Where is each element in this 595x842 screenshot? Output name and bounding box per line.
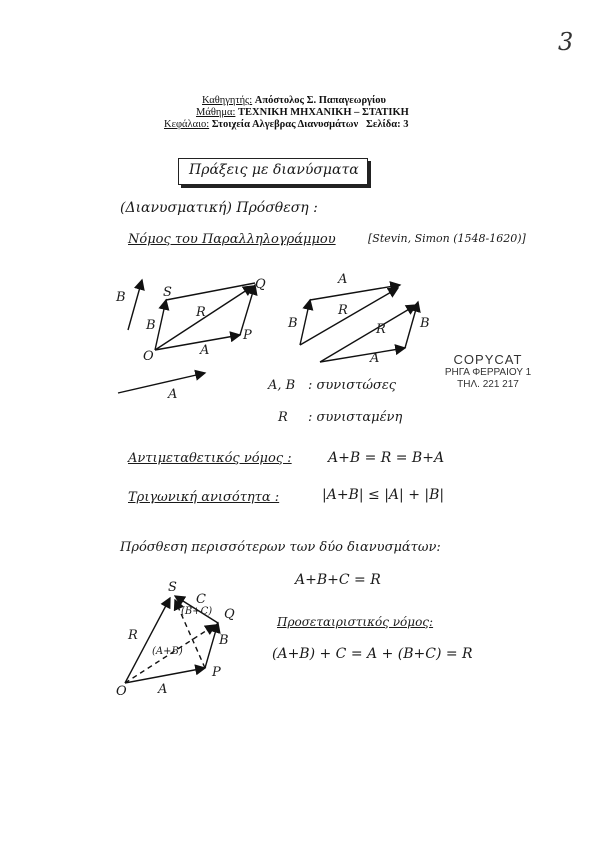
professor-name: Απόστολος Σ. Παπαγεωργίου	[254, 95, 386, 106]
label-q: Q	[255, 277, 266, 292]
associative-label: Προσεταιριστικός νόμος:	[277, 615, 434, 629]
stamp-line-1: COPYCAT	[453, 352, 523, 367]
label-poly-p: P	[212, 665, 221, 680]
sum-three-formula: A+B+C = R	[295, 572, 381, 588]
label-poly-ab: (A+B)	[152, 646, 183, 657]
more-vectors-heading: Πρόσθεση περισσότερων των δύο διανυσμάτων:	[120, 540, 441, 555]
label-b-right: B	[420, 316, 430, 331]
triangle-inequality-label: Τριγωνική ανισότητα :	[128, 490, 280, 505]
stamp-line-3: ΤΗΛ. 221 217	[457, 379, 519, 390]
label-r: R	[196, 305, 206, 320]
label-a: A	[200, 343, 210, 358]
label-b: B	[146, 318, 156, 333]
components-text: : συνιστώσες	[308, 378, 397, 393]
label-poly-q: Q	[224, 607, 235, 622]
label-a-bottom: A	[370, 351, 380, 366]
label-poly-r: R	[128, 628, 138, 643]
resultant-text: : συνισταμένη	[308, 410, 403, 425]
page-label: Σελίδα: 3	[366, 119, 409, 130]
label-a-free: A	[168, 387, 178, 402]
label-poly-c: C	[196, 592, 206, 607]
page-title: Πράξεις με διανύσματα	[189, 162, 359, 178]
parallelogram-law: Νόμος του Παραλληλογράμμου	[128, 232, 336, 247]
label-poly-bc: (B+C)	[181, 606, 213, 617]
associative-formula: (A+B) + C = A + (B+C) = R	[272, 646, 473, 662]
chapter-name: Στοιχεία Αλγεβρας Διανυσμάτων	[211, 119, 359, 130]
components-symbols: A, B	[268, 378, 296, 393]
label-p: P	[243, 328, 252, 343]
commutative-label: Αντιμεταθετικός νόμος :	[128, 451, 292, 466]
commutative-formula: A+B = R = B+A	[328, 450, 445, 466]
label-poly-s: S	[168, 580, 177, 595]
label-b-free: B	[116, 290, 126, 305]
label-poly-b: B	[219, 633, 229, 648]
parallelogram-right	[300, 285, 418, 362]
course-label: Μάθημα:	[196, 107, 236, 118]
page-number: 3	[558, 28, 574, 56]
label-r-mid: R	[338, 303, 348, 318]
triangle-inequality-formula: |A+B| ≤ |A| + |B|	[322, 487, 445, 503]
parallelogram-reference: [Stevin, Simon (1548-1620)]	[368, 232, 526, 245]
label-s: S	[163, 285, 172, 300]
professor-label: Καθηγητής:	[202, 95, 253, 106]
label-o: O	[143, 349, 154, 364]
course-name: ΤΕΧΝΙΚΗ ΜΗΧΑΝΙΚΗ – ΣΤΑΤΙΚΗ	[238, 107, 409, 118]
addition-heading: (Διανυσματική) Πρόσθεση :	[120, 200, 318, 216]
resultant-symbol: R	[278, 410, 288, 425]
label-poly-o: O	[116, 684, 127, 699]
label-r-low: R	[376, 322, 386, 337]
stamp-line-2: ΡΗΓΑ ΦΕΡΡΑΙΟΥ 1	[444, 367, 532, 378]
copyshop-stamp	[408, 352, 568, 391]
parallelogram-left	[118, 280, 255, 393]
label-a-top: A	[338, 272, 348, 287]
label-poly-a: A	[158, 682, 168, 697]
chapter-label: Κεφάλαιο:	[164, 119, 210, 130]
label-b-left: B	[288, 316, 298, 331]
